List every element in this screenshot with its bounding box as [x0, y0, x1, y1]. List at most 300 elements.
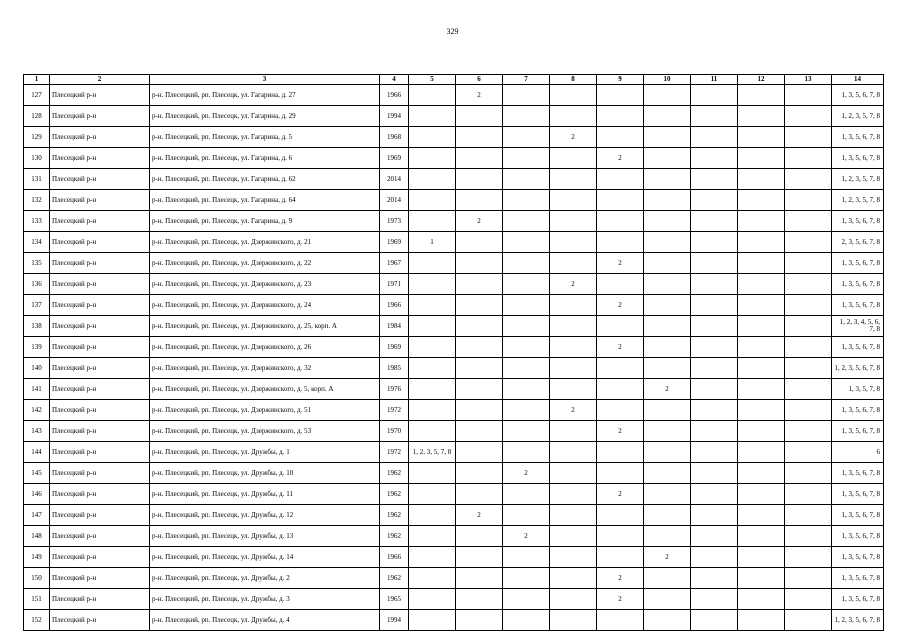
table-cell-col-8: [550, 421, 597, 442]
table-cell-col-14: 1, 3, 5, 6, 7, 8: [832, 148, 884, 169]
table-row: [24, 463, 884, 484]
table-cell-col-13: [785, 463, 832, 484]
table-cell-col-11: [691, 211, 738, 232]
table-row: [24, 421, 884, 442]
table-cell-col-7: [503, 547, 550, 568]
table-cell-col-4: 1976: [380, 379, 409, 400]
table-cell-col-13: [785, 505, 832, 526]
table-cell-col-10: [644, 337, 691, 358]
table-cell-col-5: [409, 568, 456, 589]
table-cell-col-8: [550, 526, 597, 547]
column-header-9: 9: [597, 75, 644, 85]
table-cell-col-6: [456, 484, 503, 505]
table-cell-col-7: [503, 400, 550, 421]
table-cell-col-3: р-н. Плесецкий, рп. Плесецк, ул. Дзержинского, д. 53: [150, 421, 380, 442]
table-cell-col-2: Плесецкий р-н: [50, 295, 150, 316]
table-cell-col-14: 1, 3, 5, 6, 7, 8: [832, 526, 884, 547]
table-cell-col-4: 2014: [380, 169, 409, 190]
table-cell-col-8: [550, 337, 597, 358]
table-cell-col-11: [691, 505, 738, 526]
table-cell-col-6: [456, 358, 503, 379]
table-cell-col-4: 1966: [380, 547, 409, 568]
table-cell-col-12: [738, 274, 785, 295]
table-cell-col-10: [644, 169, 691, 190]
table-cell-col-1: 128: [24, 106, 50, 127]
table-cell-col-14: 1, 3, 5, 6, 7, 8: [832, 127, 884, 148]
table-cell-col-9: [597, 463, 644, 484]
table-cell-col-6: [456, 127, 503, 148]
table-cell-col-5: [409, 379, 456, 400]
table-cell-col-3: р-н. Плесецкий, рп. Плесецк, ул. Дзержинского, д. 24: [150, 295, 380, 316]
table-cell-col-13: [785, 526, 832, 547]
table-cell-col-7: [503, 421, 550, 442]
table-cell-col-14: 1, 3, 5, 6, 7, 8: [832, 547, 884, 568]
table-cell-col-10: [644, 295, 691, 316]
table-cell-col-6: [456, 169, 503, 190]
table-cell-col-9: [597, 400, 644, 421]
table-row: [24, 106, 884, 127]
table-cell-col-6: [456, 568, 503, 589]
table-cell-col-14: 1, 3, 5, 6, 7, 8: [832, 253, 884, 274]
table-cell-col-10: [644, 127, 691, 148]
table-cell-col-12: [738, 295, 785, 316]
table-cell-col-7: [503, 316, 550, 337]
table-cell-col-6: [456, 421, 503, 442]
table-cell-col-5: [409, 463, 456, 484]
column-header-5: 5: [409, 75, 456, 85]
table-cell-col-3: р-н. Плесецкий, рп. Плесецк, ул. Дзержинского, д. 25, корп. А: [150, 316, 380, 337]
table-cell-col-2: Плесецкий р-н: [50, 337, 150, 358]
table-cell-col-1: 146: [24, 484, 50, 505]
table-cell-col-12: [738, 379, 785, 400]
table-cell-col-9: 2: [597, 148, 644, 169]
table-row: [24, 589, 884, 610]
table-cell-col-11: [691, 526, 738, 547]
column-header-11: 11: [691, 75, 738, 85]
table-cell-col-13: [785, 400, 832, 421]
table-cell-col-13: [785, 211, 832, 232]
table-cell-col-13: [785, 610, 832, 631]
table-cell-col-9: [597, 505, 644, 526]
table-cell-col-14: 1, 2, 3, 5, 7, 8: [832, 106, 884, 127]
table-cell-col-2: Плесецкий р-н: [50, 190, 150, 211]
table-cell-col-8: [550, 484, 597, 505]
table-row: [24, 610, 884, 631]
table-cell-col-1: 143: [24, 421, 50, 442]
table-cell-col-1: 133: [24, 211, 50, 232]
table-cell-col-7: [503, 484, 550, 505]
table-cell-col-12: [738, 85, 785, 106]
table-cell-col-2: Плесецкий р-н: [50, 85, 150, 106]
table-cell-col-10: [644, 526, 691, 547]
table-cell-col-3: р-н. Плесецкий, рп. Плесецк, ул. Дзержинского, д. 26: [150, 337, 380, 358]
table-cell-col-9: [597, 274, 644, 295]
table-cell-col-9: 2: [597, 484, 644, 505]
table-cell-col-1: 129: [24, 127, 50, 148]
table-cell-col-11: [691, 127, 738, 148]
table-cell-col-13: [785, 547, 832, 568]
table-row: [24, 169, 884, 190]
table-cell-col-9: 2: [597, 253, 644, 274]
table-row: [24, 526, 884, 547]
table-cell-col-4: 1962: [380, 505, 409, 526]
table-cell-col-5: [409, 316, 456, 337]
table-cell-col-10: 2: [644, 379, 691, 400]
table-cell-col-1: 134: [24, 232, 50, 253]
table-cell-col-10: 2: [644, 547, 691, 568]
table-cell-col-8: [550, 148, 597, 169]
table-cell-col-14: 1, 2, 3, 5, 7, 8: [832, 190, 884, 211]
table-cell-col-1: 130: [24, 148, 50, 169]
table-cell-col-3: р-н. Плесецкий, рп. Плесецк, ул. Дружбы, д. 11: [150, 484, 380, 505]
table-cell-col-2: Плесецкий р-н: [50, 127, 150, 148]
table-cell-col-2: Плесецкий р-н: [50, 148, 150, 169]
table-cell-col-2: Плесецкий р-н: [50, 526, 150, 547]
table-cell-col-7: [503, 337, 550, 358]
table-cell-col-9: [597, 379, 644, 400]
table-cell-col-4: 2014: [380, 190, 409, 211]
table-cell-col-10: [644, 442, 691, 463]
table-cell-col-6: [456, 379, 503, 400]
table-cell-col-6: [456, 232, 503, 253]
table-cell-col-7: [503, 232, 550, 253]
table-cell-col-11: [691, 379, 738, 400]
table-cell-col-2: Плесецкий р-н: [50, 400, 150, 421]
table-cell-col-11: [691, 316, 738, 337]
table-cell-col-11: [691, 358, 738, 379]
table-cell-col-6: [456, 253, 503, 274]
table-cell-col-7: [503, 274, 550, 295]
table-cell-col-2: Плесецкий р-н: [50, 610, 150, 631]
table-cell-col-1: 131: [24, 169, 50, 190]
table-cell-col-6: [456, 526, 503, 547]
table-cell-col-6: [456, 190, 503, 211]
table-cell-col-13: [785, 589, 832, 610]
table-cell-col-4: 1969: [380, 337, 409, 358]
table-cell-col-10: [644, 232, 691, 253]
column-header-2: 2: [50, 75, 150, 85]
table-cell-col-14: 6: [832, 442, 884, 463]
page-number: 329: [446, 27, 459, 36]
table-cell-col-6: [456, 589, 503, 610]
table-cell-col-3: р-н. Плесецкий, рп. Плесецк, ул. Дружбы, д. 13: [150, 526, 380, 547]
table-cell-col-3: р-н. Плесецкий, рп. Плесецк, ул. Дружбы, д. 14: [150, 547, 380, 568]
table-cell-col-4: 1965: [380, 589, 409, 610]
table-row: [24, 232, 884, 253]
table-cell-col-11: [691, 232, 738, 253]
data-table: [23, 74, 884, 631]
table-cell-col-7: [503, 169, 550, 190]
table-cell-col-11: [691, 295, 738, 316]
table-cell-col-9: 2: [597, 589, 644, 610]
table-cell-col-14: 1, 3, 5, 6, 7, 8: [832, 463, 884, 484]
table-cell-col-13: [785, 421, 832, 442]
table-cell-col-5: 1, 2, 3, 5, 7, 8: [409, 442, 456, 463]
table-row: [24, 295, 884, 316]
table-cell-col-12: [738, 127, 785, 148]
table-cell-col-8: [550, 211, 597, 232]
table-cell-col-10: [644, 358, 691, 379]
table-cell-col-8: [550, 85, 597, 106]
table-cell-col-12: [738, 232, 785, 253]
table-cell-col-11: [691, 148, 738, 169]
table-cell-col-1: 145: [24, 463, 50, 484]
table-cell-col-3: р-н. Плесецкий, рп. Плесецк, ул. Дзержинского, д. 23: [150, 274, 380, 295]
table-cell-col-12: [738, 400, 785, 421]
table-cell-col-10: [644, 568, 691, 589]
table-cell-col-2: Плесецкий р-н: [50, 421, 150, 442]
table-cell-col-8: [550, 505, 597, 526]
table-cell-col-14: 1, 3, 5, 6, 7, 8: [832, 484, 884, 505]
table-cell-col-12: [738, 148, 785, 169]
table-cell-col-11: [691, 190, 738, 211]
table-cell-col-7: 2: [503, 526, 550, 547]
table-cell-col-9: [597, 316, 644, 337]
table-cell-col-4: 1994: [380, 610, 409, 631]
table-cell-col-7: [503, 379, 550, 400]
table-cell-col-1: 152: [24, 610, 50, 631]
table-cell-col-3: р-н. Плесецкий, рп. Плесецк, ул. Гагарина, д. 27: [150, 85, 380, 106]
table-cell-col-1: 147: [24, 505, 50, 526]
table-cell-col-1: 139: [24, 337, 50, 358]
table-cell-col-2: Плесецкий р-н: [50, 274, 150, 295]
table-cell-col-1: 148: [24, 526, 50, 547]
table-cell-col-6: 2: [456, 211, 503, 232]
table-cell-col-3: р-н. Плесецкий, рп. Плесецк, ул. Дзержинского, д. 5, корп. А: [150, 379, 380, 400]
table-cell-col-13: [785, 190, 832, 211]
column-header-1: 1: [24, 75, 50, 85]
table-cell-col-10: [644, 274, 691, 295]
table-cell-col-1: 142: [24, 400, 50, 421]
table-header-row: [24, 75, 884, 85]
table-cell-col-1: 132: [24, 190, 50, 211]
column-header-14: 14: [832, 75, 884, 85]
table-cell-col-2: Плесецкий р-н: [50, 463, 150, 484]
table-cell-col-13: [785, 358, 832, 379]
table-cell-col-7: [503, 358, 550, 379]
column-header-4: 4: [380, 75, 409, 85]
table-cell-col-3: р-н. Плесецкий, рп. Плесецк, ул. Дружбы, д. 12: [150, 505, 380, 526]
table-cell-col-13: [785, 169, 832, 190]
table-cell-col-3: р-н. Плесецкий, рп. Плесецк, ул. Гагарина, д. 6: [150, 148, 380, 169]
table-row: [24, 127, 884, 148]
table-cell-col-8: [550, 232, 597, 253]
table-cell-col-13: [785, 85, 832, 106]
table-cell-col-12: [738, 421, 785, 442]
table-cell-col-10: [644, 505, 691, 526]
table-cell-col-11: [691, 442, 738, 463]
table-cell-col-14: 1, 3, 5, 6, 7, 8: [832, 85, 884, 106]
table-cell-col-7: [503, 211, 550, 232]
table-cell-col-14: 1, 3, 5, 6, 7, 8: [832, 400, 884, 421]
table-cell-col-8: [550, 442, 597, 463]
table-cell-col-12: [738, 547, 785, 568]
table-row: [24, 358, 884, 379]
table-cell-col-14: 1, 3, 5, 6, 7, 8: [832, 505, 884, 526]
column-header-13: 13: [785, 75, 832, 85]
table-cell-col-5: [409, 85, 456, 106]
table-cell-col-4: 1962: [380, 463, 409, 484]
table-cell-col-9: [597, 232, 644, 253]
table-cell-col-9: [597, 106, 644, 127]
table-cell-col-7: [503, 85, 550, 106]
table-cell-col-6: 2: [456, 505, 503, 526]
table-cell-col-1: 136: [24, 274, 50, 295]
table-cell-col-10: [644, 148, 691, 169]
table-cell-col-5: [409, 589, 456, 610]
table-cell-col-14: 1, 3, 5, 6, 7, 8: [832, 568, 884, 589]
table-cell-col-11: [691, 484, 738, 505]
table-cell-col-1: 140: [24, 358, 50, 379]
table-cell-col-5: [409, 211, 456, 232]
table-body: [24, 85, 884, 631]
table-cell-col-4: 1970: [380, 421, 409, 442]
table-row: [24, 547, 884, 568]
table-cell-col-5: [409, 169, 456, 190]
table-row: [24, 190, 884, 211]
table-cell-col-12: [738, 463, 785, 484]
table-cell-col-3: р-н. Плесецкий, рп. Плесецк, ул. Дружбы, д. 3: [150, 589, 380, 610]
table-cell-col-1: 141: [24, 379, 50, 400]
table-cell-col-13: [785, 106, 832, 127]
table-cell-col-12: [738, 505, 785, 526]
table-cell-col-6: [456, 463, 503, 484]
table-cell-col-10: [644, 421, 691, 442]
table-cell-col-2: Плесецкий р-н: [50, 484, 150, 505]
table-cell-col-4: 1966: [380, 295, 409, 316]
table-cell-col-11: [691, 568, 738, 589]
table-cell-col-6: [456, 400, 503, 421]
table-cell-col-2: Плесецкий р-н: [50, 253, 150, 274]
table-cell-col-10: [644, 463, 691, 484]
table-cell-col-1: 149: [24, 547, 50, 568]
table-cell-col-10: [644, 211, 691, 232]
table-row: [24, 211, 884, 232]
table-cell-col-14: 1, 2, 3, 5, 7, 8: [832, 169, 884, 190]
table-cell-col-1: 127: [24, 85, 50, 106]
table-cell-col-2: Плесецкий р-н: [50, 589, 150, 610]
table-cell-col-14: 1, 3, 5, 7, 8: [832, 379, 884, 400]
table-cell-col-1: 144: [24, 442, 50, 463]
table-cell-col-14: 1, 3, 5, 6, 7, 8: [832, 211, 884, 232]
table-cell-col-9: 2: [597, 295, 644, 316]
table-cell-col-11: [691, 253, 738, 274]
table-cell-col-8: [550, 589, 597, 610]
table-cell-col-1: 151: [24, 589, 50, 610]
table-cell-col-4: 1994: [380, 106, 409, 127]
table-cell-col-8: [550, 253, 597, 274]
table-cell-col-12: [738, 610, 785, 631]
table-cell-col-9: [597, 169, 644, 190]
table-cell-col-13: [785, 379, 832, 400]
table-cell-col-4: 1985: [380, 358, 409, 379]
table-cell-col-8: [550, 295, 597, 316]
table-cell-col-4: 1971: [380, 274, 409, 295]
table-cell-col-9: [597, 190, 644, 211]
table-cell-col-13: [785, 337, 832, 358]
table-cell-col-7: [503, 505, 550, 526]
column-header-8: 8: [550, 75, 597, 85]
table-cell-col-6: [456, 610, 503, 631]
table-cell-col-2: Плесецкий р-н: [50, 547, 150, 568]
table-cell-col-3: р-н. Плесецкий, рп. Плесецк, ул. Дзержинского, д. 22: [150, 253, 380, 274]
table-cell-col-7: [503, 253, 550, 274]
table-cell-col-12: [738, 442, 785, 463]
table-cell-col-11: [691, 400, 738, 421]
table-cell-col-13: [785, 232, 832, 253]
table-cell-col-3: р-н. Плесецкий, рп. Плесецк, ул. Дзержинского, д. 32: [150, 358, 380, 379]
table-cell-col-11: [691, 169, 738, 190]
table-cell-col-14: 1, 3, 5, 6, 7, 8: [832, 421, 884, 442]
table-cell-col-4: 1984: [380, 316, 409, 337]
table-cell-col-7: [503, 568, 550, 589]
table-cell-col-5: [409, 106, 456, 127]
table-cell-col-5: [409, 274, 456, 295]
table-row: [24, 253, 884, 274]
table-cell-col-4: 1962: [380, 484, 409, 505]
table-cell-col-4: 1972: [380, 400, 409, 421]
table-cell-col-5: [409, 505, 456, 526]
table-cell-col-4: 1969: [380, 148, 409, 169]
table-cell-col-13: [785, 148, 832, 169]
table-cell-col-8: [550, 568, 597, 589]
table-row: [24, 85, 884, 106]
table-cell-col-12: [738, 169, 785, 190]
table-cell-col-14: 1, 2, 3, 5, 6, 7, 8: [832, 610, 884, 631]
table-cell-col-12: [738, 358, 785, 379]
table-cell-col-9: [597, 211, 644, 232]
column-header-3: 3: [150, 75, 380, 85]
table-cell-col-2: Плесецкий р-н: [50, 169, 150, 190]
table-cell-col-8: [550, 190, 597, 211]
table-cell-col-7: [503, 442, 550, 463]
table-cell-col-4: 1969: [380, 232, 409, 253]
table-cell-col-11: [691, 85, 738, 106]
table-cell-col-5: [409, 358, 456, 379]
table-cell-col-3: р-н. Плесецкий, рп. Плесецк, ул. Дружбы, д. 10: [150, 463, 380, 484]
table-cell-col-8: [550, 379, 597, 400]
table-row: [24, 316, 884, 337]
table-cell-col-6: [456, 442, 503, 463]
table-cell-col-2: Плесецкий р-н: [50, 358, 150, 379]
table-cell-col-9: [597, 547, 644, 568]
table-cell-col-11: [691, 547, 738, 568]
table-row: [24, 379, 884, 400]
table-cell-col-4: 1972: [380, 442, 409, 463]
table-cell-col-10: [644, 253, 691, 274]
table-row: [24, 274, 884, 295]
table-cell-col-7: 2: [503, 463, 550, 484]
table-cell-col-12: [738, 337, 785, 358]
table-cell-col-5: [409, 484, 456, 505]
table-cell-col-5: [409, 190, 456, 211]
table-cell-col-5: 1: [409, 232, 456, 253]
table-cell-col-2: Плесецкий р-н: [50, 211, 150, 232]
table-cell-col-3: р-н. Плесецкий, рп. Плесецк, ул. Дружбы, д. 4: [150, 610, 380, 631]
table-cell-col-10: [644, 610, 691, 631]
table-cell-col-13: [785, 274, 832, 295]
table-cell-col-7: [503, 127, 550, 148]
table-cell-col-12: [738, 253, 785, 274]
table-cell-col-9: 2: [597, 337, 644, 358]
table-cell-col-5: [409, 337, 456, 358]
table-cell-col-6: 2: [456, 85, 503, 106]
table-cell-col-9: [597, 358, 644, 379]
table-cell-col-8: [550, 610, 597, 631]
table-cell-col-13: [785, 253, 832, 274]
table-cell-col-7: [503, 589, 550, 610]
table-cell-col-1: 137: [24, 295, 50, 316]
